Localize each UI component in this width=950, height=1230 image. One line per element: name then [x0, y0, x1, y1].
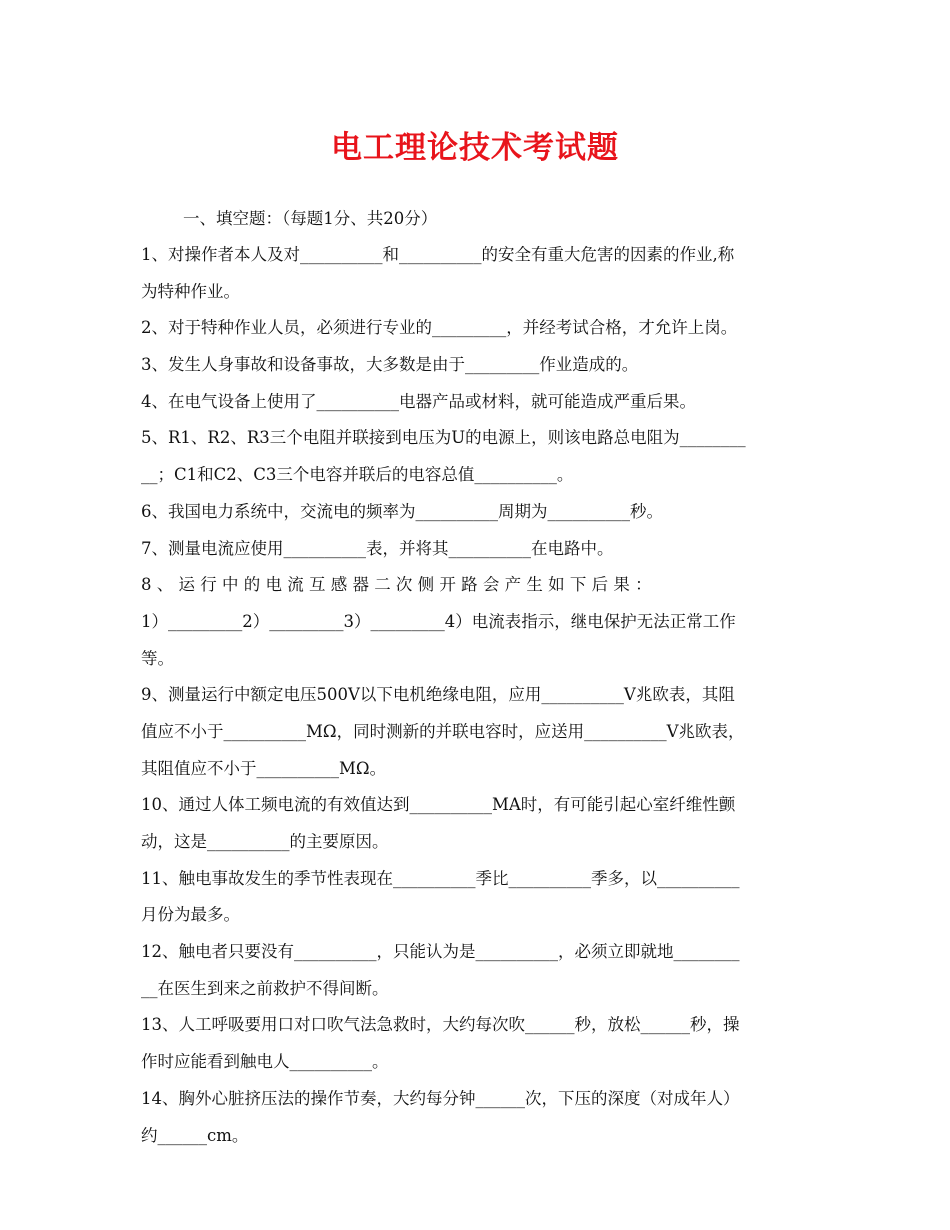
text-line: 10、通过人体工频电流的有效值达到__________MA时，有可能引起心室纤维性颤	[141, 795, 736, 815]
text-line: 8 、 运 行 中 的 电 流 互 感 器 二 次 侧 开 路 会 产 生 如 下 后 果 ：	[141, 575, 652, 595]
question-list	[141, 240, 821, 1157]
text-line: 4、在电气设备上使用了__________电器产品或材料，就可能造成严重后果。	[141, 391, 696, 411]
text-line: 12、触电者只要没有__________，只能认为是__________，必须立即就地________	[141, 942, 740, 962]
text-line: 3、发生人身事故和设备事故，大多数是由于_________作业造成的。	[141, 355, 639, 375]
text-line: 值应不小于__________MΩ，同时测新的并联电容时，应送用__________V兆欧表，	[141, 721, 745, 741]
text-line: 14、胸外心脏挤压法的操作节奏，大约每分钟______次，下压的深度（对成年人）	[141, 1088, 740, 1108]
text-line: __在医生到来之前救护不得间断。	[141, 978, 389, 998]
text-line: 6、我国电力系统中，交流电的频率为__________周期为__________秒。	[141, 501, 663, 521]
text-line: 5、R1、R2、R3三个电阻并联接到电压为U的电源上，则该电路总电阻为________	[141, 428, 746, 448]
text-line: 约______cm。	[141, 1125, 249, 1145]
text-line: 等。	[141, 648, 174, 668]
text-line: 其阻值应不小于__________MΩ。	[141, 758, 387, 778]
text-line: 13、人工呼吸要用口对口吹气法急救时，大约每次吹______秒，放松______秒，操	[141, 1015, 740, 1035]
text-line: 动，这是__________的主要原因。	[141, 832, 389, 851]
text-line: 为特种作业。	[141, 281, 240, 301]
text-line: 月份为最多。	[141, 905, 240, 925]
text-line: 2、对于特种作业人员，必须进行专业的_________，并经考试合格，才允许上岗。	[141, 318, 738, 338]
text-line: 作时应能看到触电人__________。	[141, 1052, 389, 1072]
text-line: 9、测量运行中额定电压500V以下电机绝缘电阻，应用__________V兆欧表，其阻	[141, 685, 735, 705]
text-line: 1、对操作者本人及对__________和__________的安全有重大危害的因素的作业,称	[141, 245, 735, 264]
text-line: 1）_________2）_________3）_________4）电流表指示，继电保护无法正常工作	[141, 611, 736, 631]
page-title: 电工理论技术考试题	[331, 130, 619, 166]
text-line: 7、测量电流应使用__________表，并将其__________在电路中。	[141, 538, 614, 558]
section-heading: 一、填空题：（每题1分、共20分）	[183, 209, 438, 228]
text-line: 11、触电事故发生的季节性表现在__________季比__________季多，以__________	[141, 868, 740, 888]
text-line: __；C1和C2、C3三个电容并联后的电容总值__________。	[141, 465, 574, 485]
